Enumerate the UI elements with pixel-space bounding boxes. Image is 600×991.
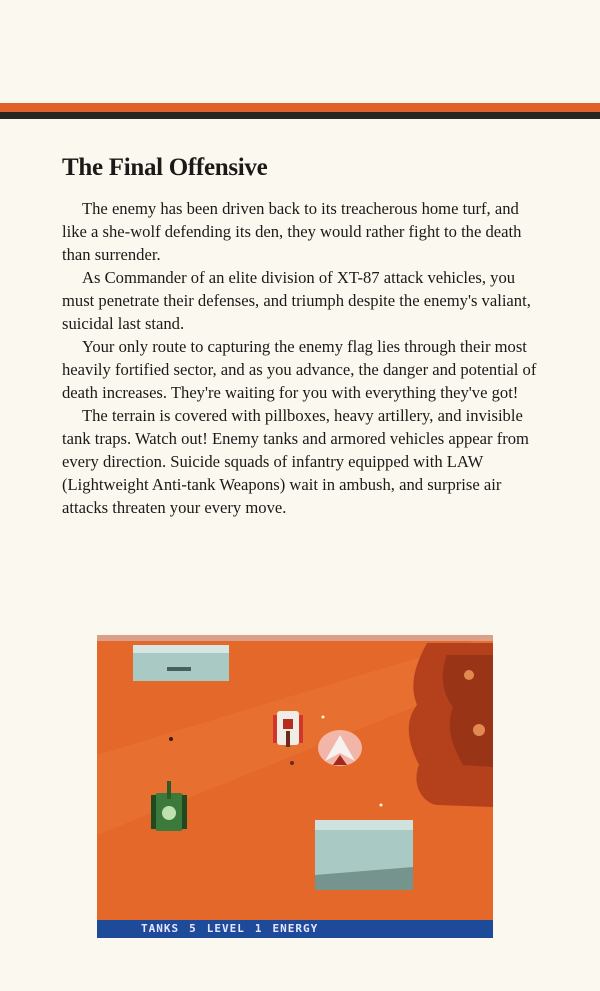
hud-tanks-value: 5 [189, 922, 197, 935]
top-status-strip [97, 635, 493, 641]
debris [169, 737, 173, 741]
hud-tanks-label: TANKS [141, 922, 180, 935]
game-screenshot [97, 635, 493, 938]
game-hud [97, 920, 493, 938]
enemy-vehicle [273, 711, 303, 747]
paragraph-2: As Commander of an elite division of XT-87 attack vehicles, you must penetrate their defenses, and triumph despite the enemy's valiant, suicidal last stand. [62, 268, 531, 333]
paragraph-4: The terrain is covered with pillboxes, heavy artillery, and invisible tank traps. Watch out! Enemy tanks and armored vehicles appear from every direction. Suicide squads of infantry equipped with LAW (Lightweight Anti-tank Weapons) wait in ambush, and surprise air attacks threaten your every move. [62, 406, 529, 517]
header-stripe-orange [0, 103, 600, 112]
debris [322, 716, 325, 719]
hud-level-label: LEVEL [206, 922, 245, 935]
hud-level-value: 1 [254, 922, 263, 935]
enemy-aircraft [318, 730, 362, 766]
page-title: The Final Offensive [62, 154, 268, 181]
bunker-slot [167, 667, 191, 671]
rock-highlight [464, 670, 474, 680]
rock-highlight [473, 724, 485, 736]
hud-energy-label: ENERGY [272, 922, 319, 935]
bunker-top-edge [133, 645, 229, 653]
bunker-bottom-right [315, 820, 413, 890]
body-text [62, 197, 540, 519]
header-stripe-dark [0, 112, 600, 119]
paragraph-3: Your only route to capturing the enemy flag lies through their most heavily fortified sector, and as you advance, the danger and potential of death increases. They're waiting for you with everything they've got! [62, 337, 537, 402]
game-scene [97, 635, 493, 938]
paragraph-1: The enemy has been driven back to its treacherous home turf, and like a she-wolf defending its den, they would rather fight to the death than surrender. [62, 199, 522, 264]
debris [290, 761, 294, 765]
debris [380, 804, 383, 807]
